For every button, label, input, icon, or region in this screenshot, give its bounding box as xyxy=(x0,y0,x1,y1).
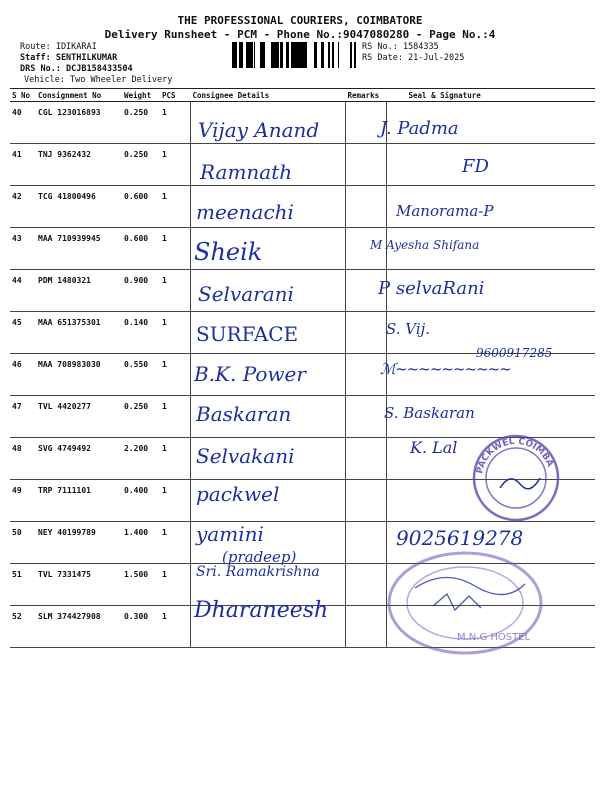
barcode-bar xyxy=(280,42,283,68)
cell-sno: 41 xyxy=(10,144,36,186)
barcode-bar xyxy=(254,42,255,68)
barcode-bar xyxy=(286,42,289,68)
table-row xyxy=(10,186,595,228)
barcode-bar xyxy=(291,42,293,68)
barcode-bar xyxy=(314,42,317,68)
stamp2-text: M.N.G HOSTEL xyxy=(457,632,531,643)
cell-remarks xyxy=(346,564,387,606)
barcode-bar xyxy=(300,42,303,68)
runsheet-subtitle: Delivery Runsheet - PCM - Phone No.:9047080280 - Page No.:4 xyxy=(104,28,496,41)
barcode-bar xyxy=(338,42,339,68)
cell-sno: 47 xyxy=(10,396,36,438)
cell-pcs: 1 xyxy=(160,606,191,648)
handwritten-name: Dharaneesh xyxy=(194,598,329,623)
barcode-bar xyxy=(299,42,300,68)
cell-sno: 48 xyxy=(10,438,36,480)
barcode-bar xyxy=(260,42,262,68)
table-row xyxy=(10,144,595,186)
cell-sno: 49 xyxy=(10,480,36,522)
cell-weight: 0.250 xyxy=(122,102,160,144)
cell-consignment: MAA 708983030 xyxy=(36,354,122,396)
signature: 9025619278 xyxy=(396,526,524,550)
cell-pcs: 1 xyxy=(160,480,191,522)
route-label: Route: IDIKARAI xyxy=(20,42,97,52)
cell-consignment: SLM 374427908 xyxy=(36,606,122,648)
stamp-text: PACKWEL COIMBA xyxy=(475,436,555,475)
cell-pcs: 1 xyxy=(160,354,191,396)
barcode-bar xyxy=(262,42,263,68)
cell-pcs: 1 xyxy=(160,396,191,438)
cell-pcs: 1 xyxy=(160,564,191,606)
cell-weight: 1.500 xyxy=(122,564,160,606)
rs-number: RS No.: 1584335 xyxy=(362,42,439,52)
cell-sno: 51 xyxy=(10,564,36,606)
cell-consignment: SVG 4749492 xyxy=(36,438,122,480)
handwritten-name: Baskaran xyxy=(196,402,292,426)
barcode-bar xyxy=(303,42,305,68)
cell-seal xyxy=(387,144,596,186)
barcode-bar xyxy=(293,42,296,68)
staff-label: Staff: SENTHILKUMAR xyxy=(20,53,118,63)
barcode-bar xyxy=(234,42,236,68)
cell-weight: 0.300 xyxy=(122,606,160,648)
company-title: THE PROFESSIONAL COURIERS, COIMBATORE xyxy=(177,14,423,27)
table-row xyxy=(10,228,595,270)
cell-consignment: TRP 7111101 xyxy=(36,480,122,522)
cell-sno: 52 xyxy=(10,606,36,648)
barcode-bar xyxy=(354,42,355,68)
cell-weight: 0.600 xyxy=(122,228,160,270)
barcode-bar xyxy=(239,42,242,68)
handwritten-name: B.K. Power xyxy=(194,362,306,386)
barcode-bar xyxy=(333,42,334,68)
cell-pcs: 1 xyxy=(160,312,191,354)
signature: Manorama-P xyxy=(396,202,494,220)
barcode-bar xyxy=(350,42,352,68)
col-consignee: Consignee Details xyxy=(191,89,346,102)
cell-weight: 0.250 xyxy=(122,144,160,186)
cell-consignment: TVL 7331475 xyxy=(36,564,122,606)
barcode-bar xyxy=(328,42,330,68)
rs-date: RS Date: 21-Jul-2025 xyxy=(362,53,465,63)
cell-remarks xyxy=(346,186,387,228)
cell-pcs: 1 xyxy=(160,270,191,312)
cell-remarks xyxy=(346,480,387,522)
col-remarks: Remarks xyxy=(346,89,387,102)
barcode-bar xyxy=(246,42,248,68)
cell-sno: 42 xyxy=(10,186,36,228)
cell-weight: 0.400 xyxy=(122,480,160,522)
col-pcs: PCS xyxy=(160,89,191,102)
barcode-bar xyxy=(263,42,265,68)
handwritten-name: Sheik xyxy=(194,238,263,266)
barcode-bar xyxy=(273,42,276,68)
cell-remarks xyxy=(346,522,387,564)
cell-weight: 0.550 xyxy=(122,354,160,396)
signature: FD xyxy=(462,156,489,177)
cell-consignment: CGL 123016893 xyxy=(36,102,122,144)
cell-weight: 0.140 xyxy=(122,312,160,354)
handwritten-name: Sri. Ramakrishna xyxy=(196,564,320,580)
col-consignment: Consignment No xyxy=(36,89,122,102)
cell-pcs: 1 xyxy=(160,102,191,144)
cell-consignment: TVL 4420277 xyxy=(36,396,122,438)
signature: K. Lal xyxy=(410,438,458,457)
barcode-bar xyxy=(276,42,279,68)
cell-remarks xyxy=(346,312,387,354)
barcode-bar xyxy=(242,42,243,68)
vehicle-label: Vehicle: Two Wheeler Delivery xyxy=(24,75,173,85)
table-row xyxy=(10,270,595,312)
cell-sno: 40 xyxy=(10,102,36,144)
packwel-stamp xyxy=(470,432,562,524)
hostel-stamp xyxy=(385,548,545,658)
cell-weight: 2.200 xyxy=(122,438,160,480)
barcode-bar xyxy=(332,42,333,68)
barcode-bar xyxy=(305,42,307,68)
cell-remarks xyxy=(346,144,387,186)
cell-consignment: TCG 41800496 xyxy=(36,186,122,228)
signature: ℳ~~~~~~~~~~ xyxy=(380,360,511,378)
signature: S. Baskaran xyxy=(384,404,475,422)
handwritten-name: Selvakani xyxy=(196,444,295,468)
barcode-bar xyxy=(236,42,237,68)
cell-consignment: NEY 40199789 xyxy=(36,522,122,564)
cell-consignment: PDM 1480321 xyxy=(36,270,122,312)
cell-sno: 50 xyxy=(10,522,36,564)
signature: P selvaRani xyxy=(378,278,485,299)
handwritten-name: (pradeep) xyxy=(222,548,297,566)
signature: M Ayesha Shifana xyxy=(370,238,480,252)
col-weight: Weight xyxy=(122,89,160,102)
cell-consignment: MAA 651375301 xyxy=(36,312,122,354)
handwritten-name: meenachi xyxy=(196,200,294,224)
cell-weight: 0.900 xyxy=(122,270,160,312)
cell-pcs: 1 xyxy=(160,186,191,228)
cell-weight: 0.600 xyxy=(122,186,160,228)
handwritten-name: yamini xyxy=(196,522,264,546)
barcode-bar xyxy=(232,42,234,68)
handwritten-name: Ramnath xyxy=(200,160,293,184)
barcode-bar xyxy=(296,42,299,68)
handwritten-name: SURFACE xyxy=(196,322,299,346)
signature: 9600917285 xyxy=(476,346,553,360)
barcode-bar xyxy=(355,42,356,68)
barcode-bar xyxy=(251,42,253,68)
cell-weight: 0.250 xyxy=(122,396,160,438)
cell-remarks xyxy=(346,396,387,438)
cell-sno: 43 xyxy=(10,228,36,270)
barcode xyxy=(232,42,356,68)
barcode-bar xyxy=(271,42,273,68)
cell-weight: 1.400 xyxy=(122,522,160,564)
col-seal: Seal & Signature xyxy=(387,89,596,102)
handwritten-name: Selvarani xyxy=(198,282,294,306)
handwritten-name: packwel xyxy=(196,482,280,506)
signature: S. Vij. xyxy=(386,320,431,338)
cell-pcs: 1 xyxy=(160,144,191,186)
cell-consignment: MAA 710939945 xyxy=(36,228,122,270)
col-sno: S No xyxy=(10,89,36,102)
cell-sno: 46 xyxy=(10,354,36,396)
barcode-bar xyxy=(248,42,251,68)
handwritten-name: Vijay Anand xyxy=(198,118,320,142)
signature: J. Padma xyxy=(380,118,459,139)
cell-pcs: 1 xyxy=(160,228,191,270)
cell-remarks xyxy=(346,438,387,480)
barcode-bar xyxy=(321,42,324,68)
cell-pcs: 1 xyxy=(160,438,191,480)
drs-number: DRS No.: DCJB158433504 xyxy=(20,64,133,74)
cell-pcs: 1 xyxy=(160,522,191,564)
cell-consignment: TNJ 9362432 xyxy=(36,144,122,186)
cell-sno: 44 xyxy=(10,270,36,312)
cell-sno: 45 xyxy=(10,312,36,354)
table-header-row xyxy=(10,89,595,102)
cell-remarks xyxy=(346,606,387,648)
